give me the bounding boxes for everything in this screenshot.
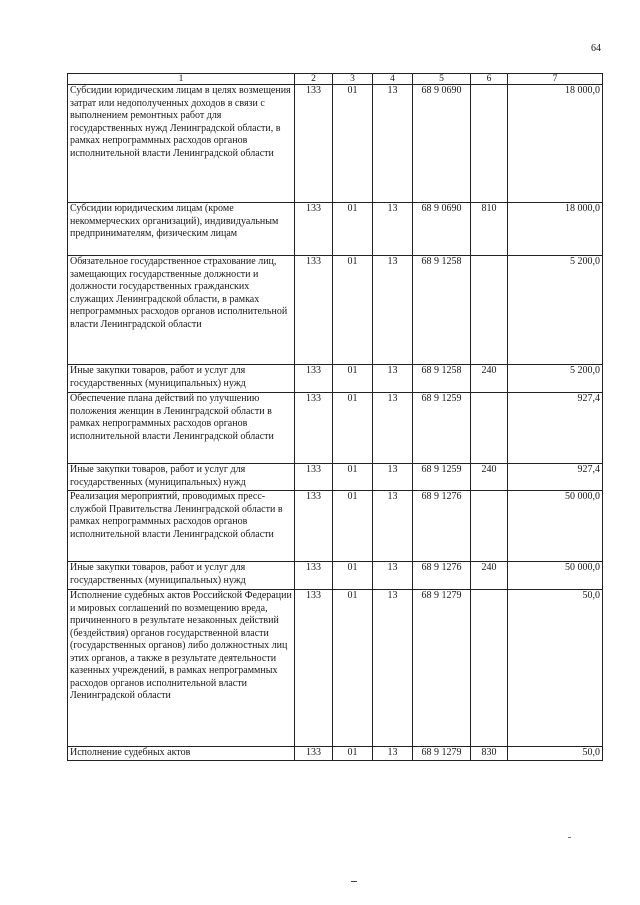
- row-cell: 13: [373, 491, 413, 562]
- row-amount: 50 000,0: [508, 562, 603, 590]
- row-cell: 133: [295, 464, 333, 491]
- row-cell: [471, 393, 508, 464]
- table-row: [68, 562, 603, 590]
- row-cell: 13: [373, 203, 413, 256]
- row-amount: 927,4: [508, 464, 603, 491]
- row-cell: 133: [295, 491, 333, 562]
- row-cell: [471, 85, 508, 203]
- table-row: [68, 393, 603, 464]
- row-cell: 68 9 1259: [413, 464, 471, 491]
- row-cell: 68 9 1276: [413, 562, 471, 590]
- row-cell: 68 9 1279: [413, 747, 471, 761]
- row-cell: 133: [295, 562, 333, 590]
- column-header: 6: [471, 74, 508, 85]
- row-cell: 01: [333, 464, 373, 491]
- row-cell: 133: [295, 365, 333, 393]
- row-name: Иные закупки товаров, работ и услуг для государственных (муниципальных) нужд: [68, 365, 295, 393]
- row-cell: 133: [295, 85, 333, 203]
- row-cell: 133: [295, 590, 333, 747]
- row-name: Субсидии юридическим лицам (кроме некоммерческих организаций), индивидуальным предпринимателям, физическим лицам: [68, 203, 295, 256]
- row-cell: 01: [333, 256, 373, 365]
- row-cell: 68 9 0690: [413, 85, 471, 203]
- row-cell: 13: [373, 256, 413, 365]
- column-header: 3: [333, 74, 373, 85]
- row-cell: 240: [471, 464, 508, 491]
- row-cell: 68 9 1258: [413, 256, 471, 365]
- row-cell: 810: [471, 203, 508, 256]
- row-name: Иные закупки товаров, работ и услуг для государственных (муниципальных) нужд: [68, 562, 295, 590]
- table-row: [68, 464, 603, 491]
- row-cell: 133: [295, 256, 333, 365]
- row-amount: 50 000,0: [508, 491, 603, 562]
- row-cell: 13: [373, 365, 413, 393]
- row-amount: 50,0: [508, 747, 603, 761]
- row-cell: 830: [471, 747, 508, 761]
- budget-table: [67, 73, 603, 761]
- row-cell: 240: [471, 365, 508, 393]
- row-cell: 68 9 1259: [413, 393, 471, 464]
- row-amount: 5 200,0: [508, 256, 603, 365]
- row-cell: 01: [333, 747, 373, 761]
- row-cell: 01: [333, 491, 373, 562]
- table-header-row: [68, 74, 603, 85]
- row-cell: 01: [333, 562, 373, 590]
- column-header: 2: [295, 74, 333, 85]
- row-cell: 01: [333, 85, 373, 203]
- row-cell: 01: [333, 590, 373, 747]
- column-header: 1: [68, 74, 295, 85]
- row-cell: 68 9 1258: [413, 365, 471, 393]
- row-cell: 133: [295, 747, 333, 761]
- row-name: Обязательное государственное страхование лиц, замещающих государственные должности и должности государственных гражданских служащих Ленинградской области, в рамках непрограммных расходов органов исполнительной власти Ленинградской области: [68, 256, 295, 365]
- row-amount: 18 000,0: [508, 203, 603, 256]
- table-row: [68, 85, 603, 203]
- row-cell: 68 9 0690: [413, 203, 471, 256]
- row-name: Исполнение судебных актов Российской Федерации и мировых соглашений по возмещению вреда, причиненного в результате незаконных действий (бездействия) органов государственной власти (государственных органов) либо должностных лиц этих органов, а также в результате деятельности казенных учреждений, в рамках непрограммных расходов органов исполнительной власти Ленинградской области: [68, 590, 295, 747]
- row-cell: 240: [471, 562, 508, 590]
- row-cell: 68 9 1279: [413, 590, 471, 747]
- row-name: Исполнение судебных актов: [68, 747, 295, 761]
- page-number: 64: [591, 43, 601, 54]
- row-cell: [471, 590, 508, 747]
- row-cell: 13: [373, 464, 413, 491]
- row-amount: 5 200,0: [508, 365, 603, 393]
- row-amount: 50,0: [508, 590, 603, 747]
- row-cell: 01: [333, 365, 373, 393]
- row-cell: [471, 491, 508, 562]
- row-amount: 18 000,0: [508, 85, 603, 203]
- column-header: 5: [413, 74, 471, 85]
- table-row: [68, 491, 603, 562]
- row-name: Реализация мероприятий, проводимых пресс-службой Правительства Ленинградской области в рамках непрограммных расходов органов исполнительной власти Ленинградской области: [68, 491, 295, 562]
- row-cell: 68 9 1276: [413, 491, 471, 562]
- table-row: [68, 365, 603, 393]
- row-cell: 13: [373, 747, 413, 761]
- row-cell: 13: [373, 562, 413, 590]
- table-row: [68, 590, 603, 747]
- row-name: Субсидии юридическим лицам в целях возмещения затрат или недополученных доходов в связи с выполнением ремонтных работ для государственных нужд Ленинградской области, в рамках непрограммных расходов органов исполнительной власти Ленинградской области: [68, 85, 295, 203]
- table-row: [68, 747, 603, 761]
- row-cell: [471, 256, 508, 365]
- row-cell: 13: [373, 393, 413, 464]
- row-name: Обеспечение плана действий по улучшению положения женщин в Ленинградской области в рамках непрограммных расходов органов исполнительной власти Ленинградской области: [68, 393, 295, 464]
- table-row: [68, 256, 603, 365]
- row-cell: 133: [295, 203, 333, 256]
- table-row: [68, 203, 603, 256]
- row-cell: 13: [373, 590, 413, 747]
- scan-speck: [351, 881, 357, 882]
- row-name: Иные закупки товаров, работ и услуг для государственных (муниципальных) нужд: [68, 464, 295, 491]
- scan-speck: [568, 837, 571, 838]
- row-cell: 01: [333, 393, 373, 464]
- row-cell: 13: [373, 85, 413, 203]
- column-header: 4: [373, 74, 413, 85]
- row-cell: 01: [333, 203, 373, 256]
- row-cell: 133: [295, 393, 333, 464]
- column-header: 7: [508, 74, 603, 85]
- row-amount: 927,4: [508, 393, 603, 464]
